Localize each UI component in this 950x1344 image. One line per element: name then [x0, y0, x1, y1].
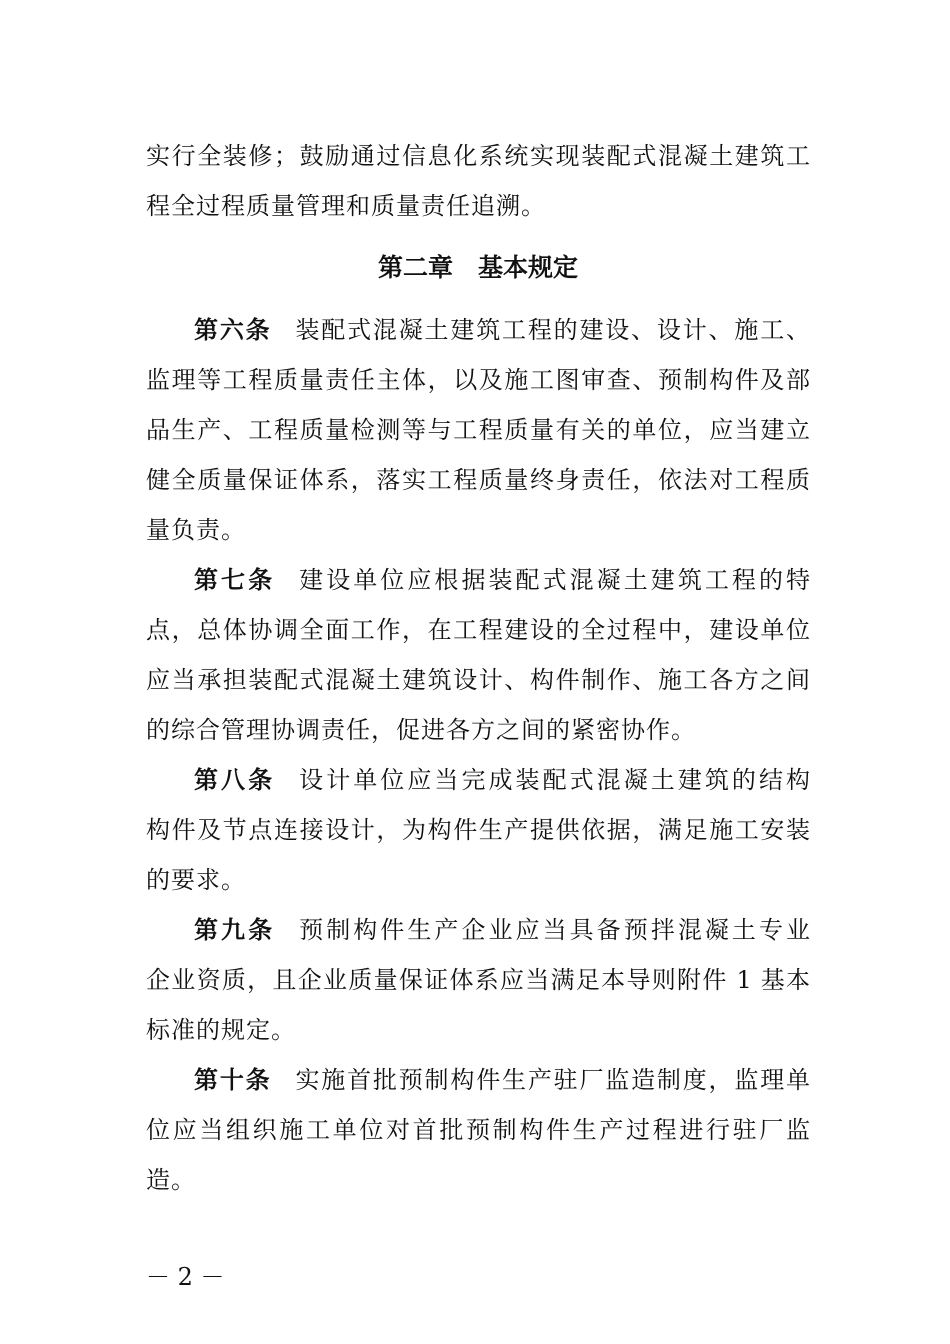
article-10-line-1	[146, 1060, 810, 1100]
article-7-text-1: 建设单位应根据装配式混凝土建筑工程的特	[299, 566, 811, 594]
article-10-line-3: 造。	[146, 1166, 196, 1194]
article-8-line-1	[146, 760, 810, 800]
intro-line-2: 程全过程质量管理和质量责任追溯。	[146, 192, 546, 220]
article-8-line-3: 的要求。	[146, 866, 246, 894]
article-6-line-3: 品生产、工程质量检测等与工程质量有关的单位，应当建立	[146, 416, 810, 444]
article-6-label: 第六条	[194, 316, 272, 344]
article-9-line-2: 企业资质，且企业质量保证体系应当满足本导则附件 1 基本	[146, 966, 810, 994]
article-7-line-1	[146, 560, 810, 600]
article-6-text-1: 装配式混凝土建筑工程的建设、设计、施工、	[295, 316, 811, 344]
chapter-heading: 第二章 基本规定	[377, 253, 578, 282]
article-7-line-3: 应当承担装配式混凝土建筑设计、构件制作、施工各方之间	[146, 666, 810, 694]
article-8-label: 第八条	[194, 766, 276, 794]
article-6-line-2: 监理等工程质量责任主体，以及施工图审查、预制构件及部	[146, 366, 810, 394]
intro-line-1: 实行全装修；鼓励通过信息化系统实现装配式混凝土建筑工	[146, 142, 810, 170]
article-9-label: 第九条	[194, 916, 276, 944]
article-10-line-2: 位应当组织施工单位对首批预制构件生产过程进行驻厂监	[146, 1116, 810, 1144]
page-number: － 2 －	[146, 1263, 225, 1291]
article-6-line-4: 健全质量保证体系，落实工程质量终身责任，依法对工程质	[146, 466, 810, 494]
article-9-text-1: 预制构件生产企业应当具备预拌混凝土专业	[299, 916, 811, 944]
article-7-line-4: 的综合管理协调责任，促进各方之间的紧密协作。	[146, 716, 696, 744]
article-8-line-2: 构件及节点连接设计，为构件生产提供依据，满足施工安装	[146, 816, 810, 844]
article-9-line-3: 标准的规定。	[146, 1016, 296, 1044]
article-8-text-1: 设计单位应当完成装配式混凝土建筑的结构	[299, 766, 811, 794]
article-10-label: 第十条	[194, 1066, 272, 1094]
article-6-line-5: 量负责。	[146, 516, 246, 544]
article-9-line-1	[146, 910, 810, 950]
article-7-label: 第七条	[194, 566, 276, 594]
article-6-line-1	[146, 310, 810, 350]
article-10-text-1: 实施首批预制构件生产驻厂监造制度，监理单	[295, 1066, 811, 1094]
article-7-line-2: 点，总体协调全面工作，在工程建设的全过程中，建设单位	[146, 616, 810, 644]
